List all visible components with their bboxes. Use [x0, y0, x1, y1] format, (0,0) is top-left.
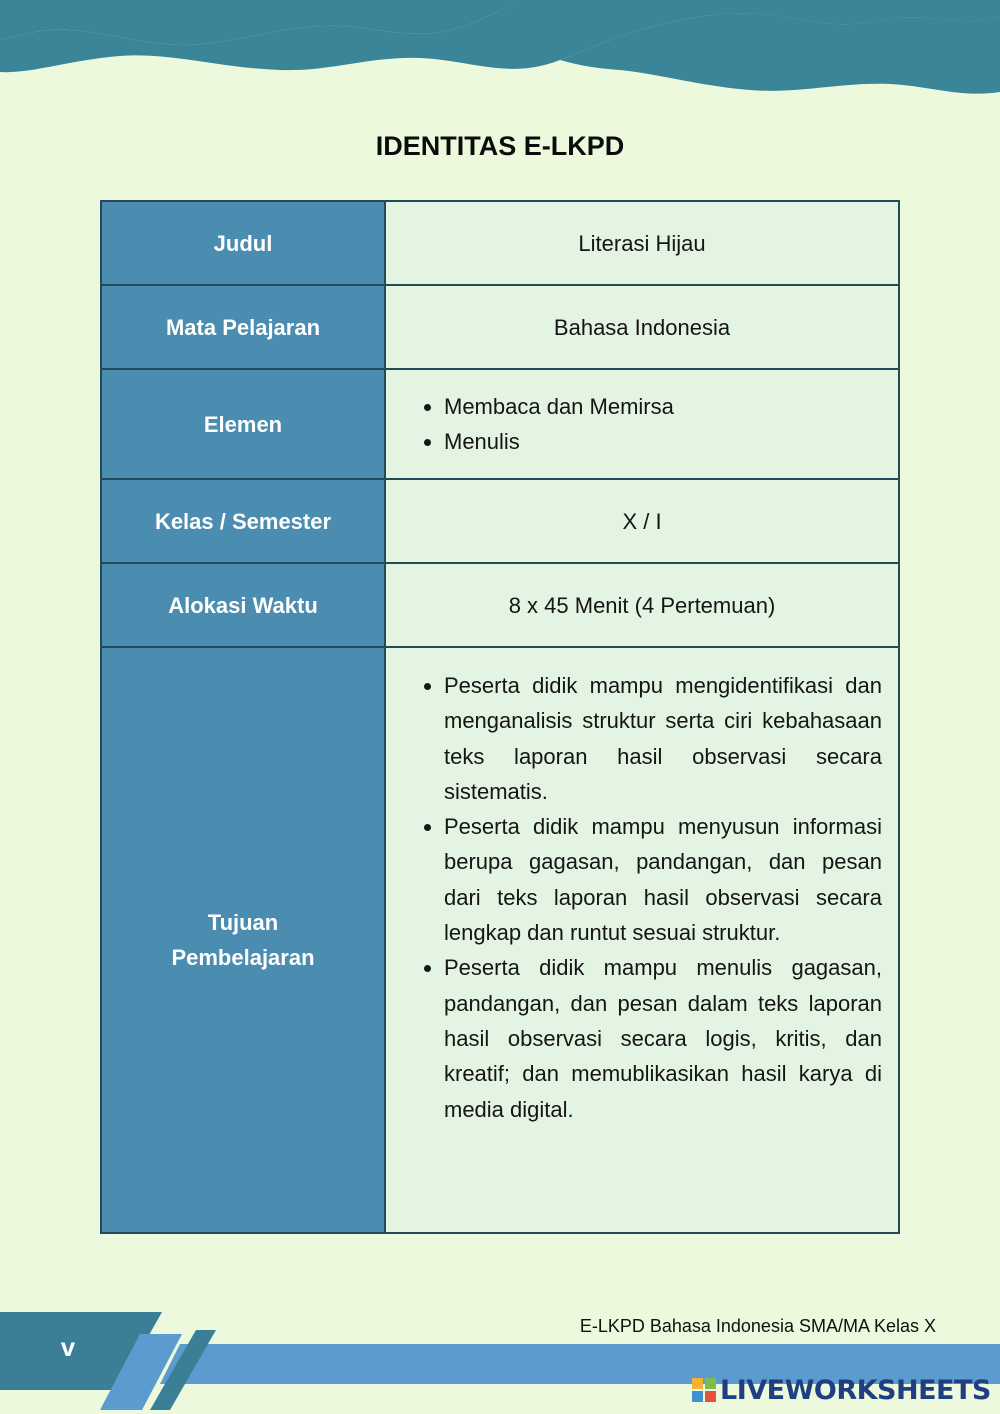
value-judul: Literasi Hijau	[385, 201, 899, 285]
label-elemen: Elemen	[101, 369, 385, 479]
table-row-mata-pelajaran	[101, 285, 899, 369]
page-title: IDENTITAS E-LKPD	[375, 131, 625, 161]
liveworksheets-brand	[692, 1372, 991, 1408]
list-item: • Peserta didik mampu mengidentifikasi dan menganalisis struktur serta ciri kebahasaan teks laporan hasil observasi secara sistematis.	[444, 668, 882, 809]
label-tujuan-line2: Pembelajaran	[171, 945, 315, 970]
value-tujuan	[385, 647, 899, 1233]
list-item: • Peserta didik mampu menyusun informasi berupa gagasan, pandangan, dan pesan dari teks laporan hasil observasi secara lengkap dan runtut sesuai struktur.	[444, 809, 882, 950]
table-row-kelas-semester	[101, 479, 899, 563]
brand-name: LIVEWORKSHEETS	[720, 1374, 991, 1406]
tujuan-list	[386, 668, 882, 1127]
value-mata-pelajaran: Bahasa Indonesia	[385, 285, 899, 369]
identity-table	[100, 200, 900, 1234]
liveworksheets-logo-icon	[692, 1378, 716, 1402]
label-judul: Judul	[101, 201, 385, 285]
label-kelas-semester: Kelas / Semester	[101, 479, 385, 563]
elemen-list	[386, 389, 882, 460]
top-wave-decoration	[0, 0, 1000, 110]
list-item: • Peserta didik mampu menulis gagasan, pandangan, dan pesan dalam teks laporan hasil observasi secara logis, kritis, dan kreatif; dan memublikasikan hasil karya di media digital.	[444, 950, 882, 1126]
table-row-elemen	[101, 369, 899, 479]
label-mata-pelajaran: Mata Pelajaran	[101, 285, 385, 369]
value-elemen	[385, 369, 899, 479]
value-alokasi-waktu: 8 x 45 Menit (4 Pertemuan)	[385, 563, 899, 647]
table-row-alokasi-waktu	[101, 563, 899, 647]
list-item: • Menulis	[444, 424, 882, 459]
list-item: • Membaca dan Memirsa	[444, 389, 882, 424]
value-kelas-semester: X / I	[385, 479, 899, 563]
label-alokasi-waktu: Alokasi Waktu	[101, 563, 385, 647]
table-row-judul	[101, 201, 899, 285]
label-tujuan-line1: Tujuan	[207, 910, 279, 935]
footer-book-title: E-LKPD Bahasa Indonesia SMA/MA Kelas X	[579, 1316, 936, 1336]
page-number: v	[60, 1332, 76, 1362]
label-tujuan	[101, 647, 385, 1233]
table-row-tujuan	[101, 647, 899, 1233]
